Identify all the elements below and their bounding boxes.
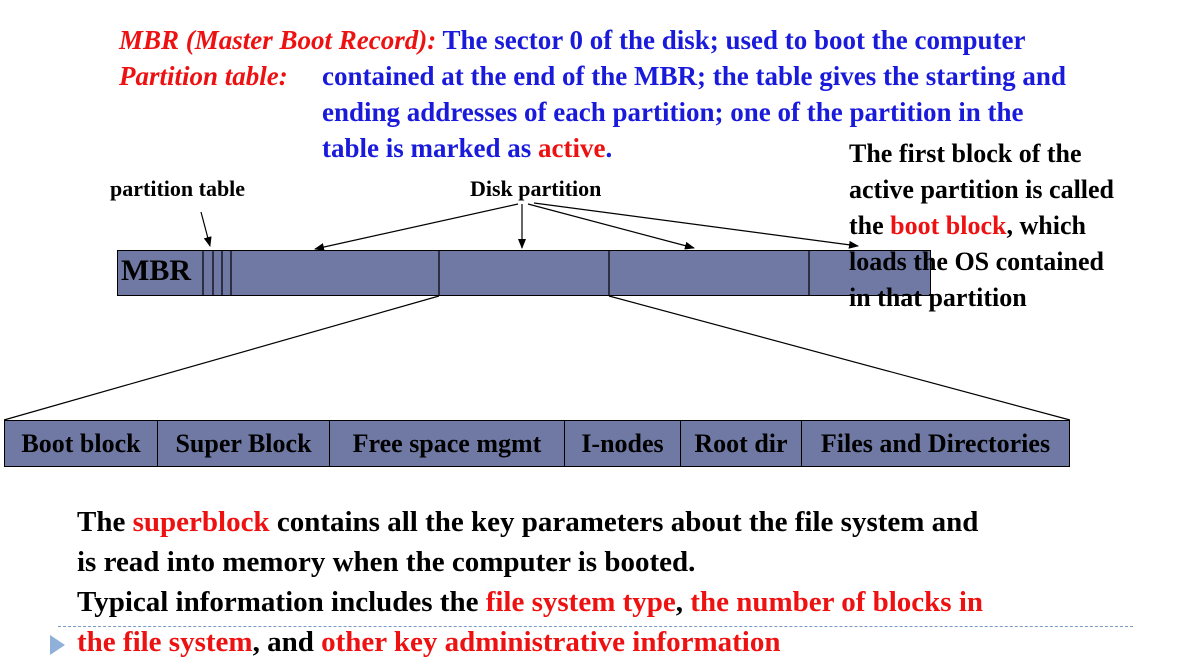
partition-table-arrow — [201, 212, 210, 246]
footer-4b: , and — [252, 626, 322, 658]
active-term: active — [538, 133, 606, 163]
footer-3c: , — [675, 586, 691, 618]
side-note-3a: the — [849, 211, 891, 240]
mbr-label: MBR — [121, 254, 191, 287]
footer-1c: contains all the key parameters about the file system and — [269, 506, 979, 538]
fs-block-root-dir: Root dir — [681, 421, 802, 466]
partition-table-label: partition table — [110, 176, 246, 201]
footer-line-3 — [77, 582, 983, 622]
footer-3a: Typical information includes the — [77, 586, 486, 618]
fs-block-boot: Boot block — [5, 421, 158, 466]
disk-partition-label: Disk partition — [470, 176, 602, 201]
side-note-line-5: in that partition — [849, 283, 1027, 312]
side-note-line-3 — [849, 208, 1086, 244]
file-system-layout — [4, 420, 1070, 467]
side-note-line-1: The first block of the — [849, 139, 1082, 168]
boot-block-term: boot block — [890, 211, 1007, 240]
side-note-3c: , which — [1006, 211, 1086, 240]
side-note-line-4: loads the OS contained — [849, 247, 1104, 276]
admin-info-term: other key administrative information — [321, 626, 781, 658]
fs-block-free-space: Free space mgmt — [330, 421, 565, 466]
footer-line-4 — [77, 622, 780, 662]
fs-type-term: file system type — [485, 586, 676, 618]
disk-partition-arrow-1 — [315, 204, 518, 249]
disk-partition-arrow-3 — [528, 204, 694, 248]
fs-block-inodes: I-nodes — [565, 421, 681, 466]
partition-table-term: Partition table: — [119, 61, 288, 91]
expansion-line-left — [4, 296, 439, 420]
num-blocks-term-cont: the file system — [77, 626, 253, 658]
footer-line-2: is read into memory when the computer is booted. — [77, 546, 696, 578]
fs-block-super: Super Block — [158, 421, 330, 466]
mbr-term: MBR (Master Boot Record): — [119, 25, 437, 55]
footer-line-1 — [77, 502, 978, 542]
superblock-term: superblock — [132, 506, 270, 538]
pt-def-line-2: ending addresses of each partition; one of the partition in the — [322, 97, 1024, 127]
pt-def-3a: table is marked as — [322, 133, 538, 163]
pt-def-line-1: contained at the end of the MBR; the table gives the starting and — [322, 61, 1066, 91]
disk-partition-arrow-4 — [534, 203, 858, 246]
pt-def-3c: . — [605, 133, 613, 163]
bullet-arrow-icon — [50, 635, 65, 655]
num-blocks-term: the number of blocks in — [690, 586, 984, 618]
side-note-line-2: active partition is called — [849, 175, 1115, 204]
footer-1a: The — [77, 506, 133, 538]
mbr-def: The sector 0 of the disk; used to boot the computer — [442, 25, 1026, 55]
fs-block-files-dirs: Files and Directories — [820, 428, 1051, 458]
